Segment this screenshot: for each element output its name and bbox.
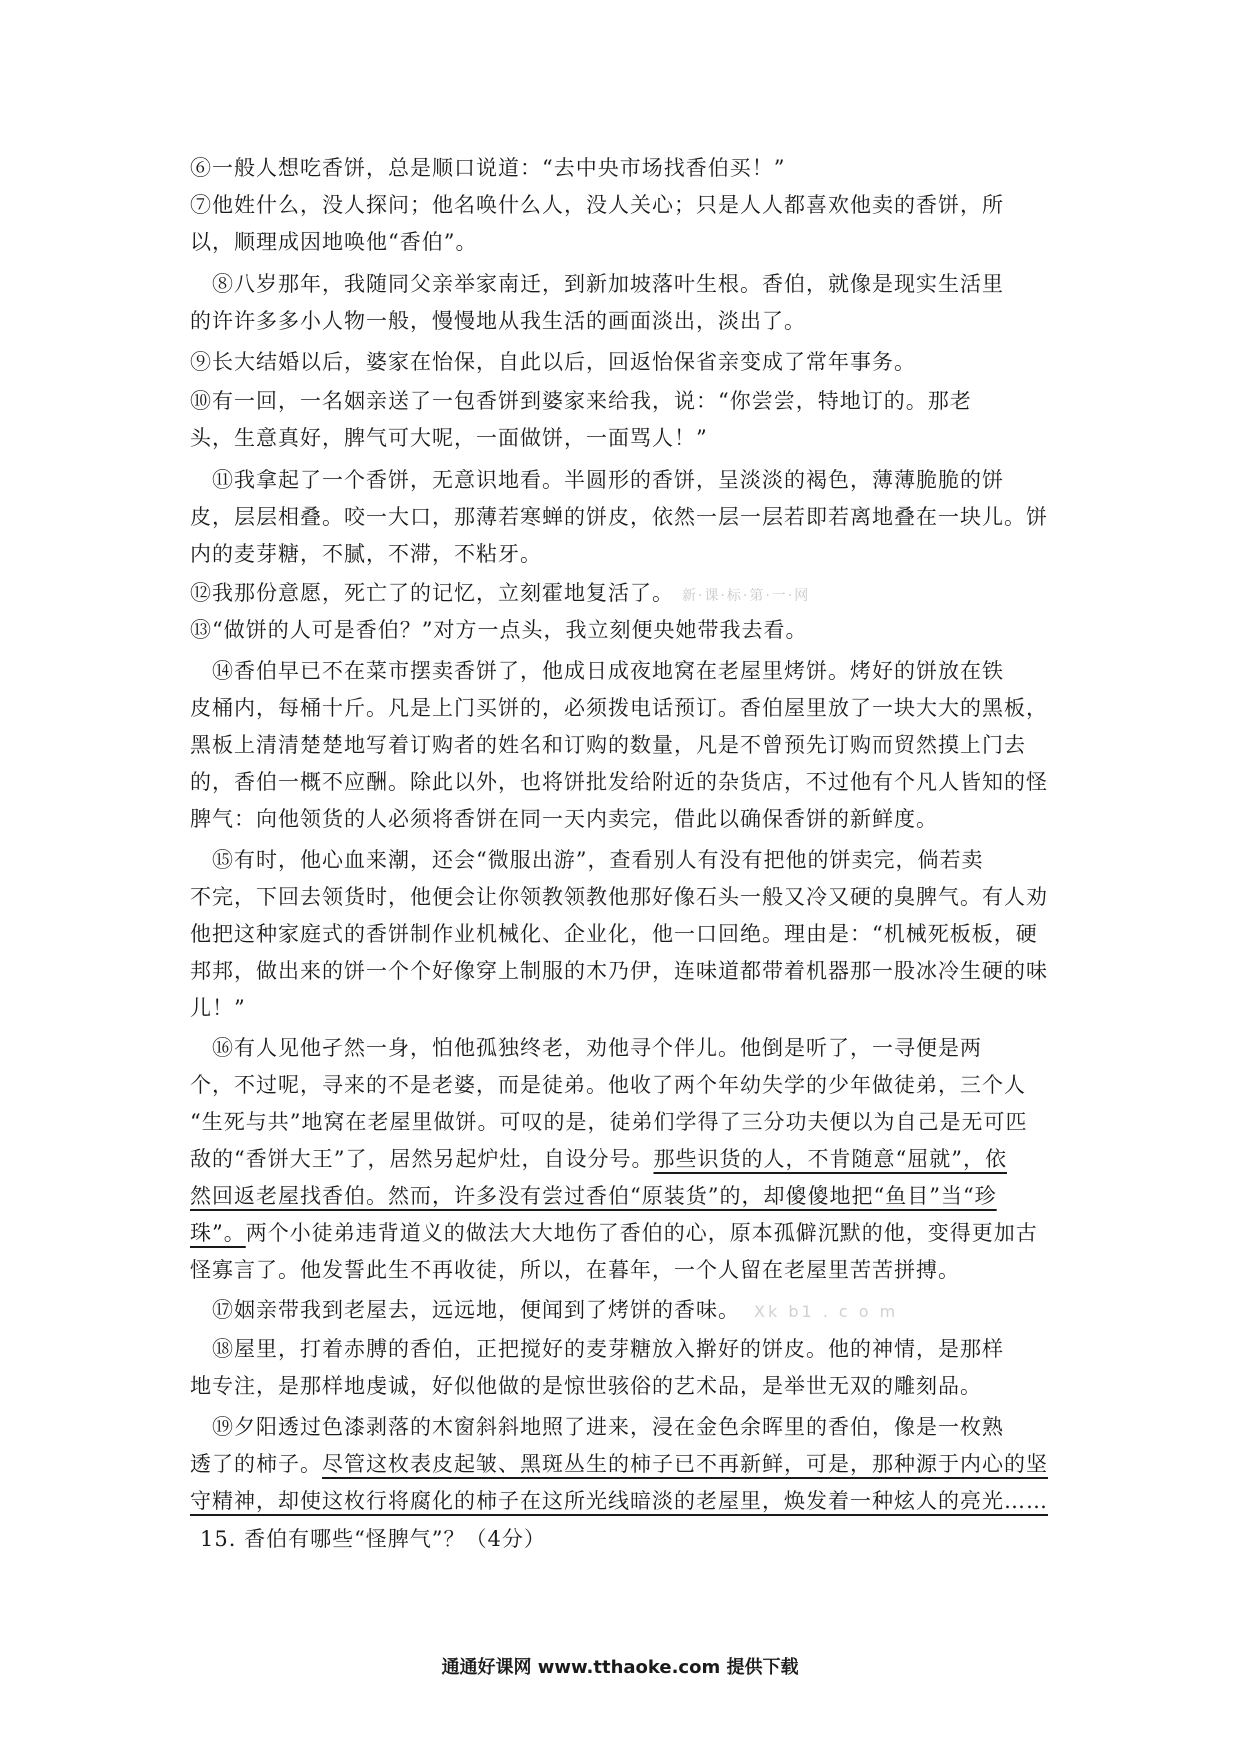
paragraph-7-line-1: ⑦他姓什么，没人探问；他名唤什么人，没人关心；只是人人都喜欢他卖的香饼，所 (190, 193, 1004, 217)
paragraph-14-line-1: ⑭香伯早已不在菜市摆卖香饼了，他成日成夜地窝在老屋里烤饼。烤好的饼放在铁 (212, 659, 1004, 683)
paragraph-9: ⑨长大结婚以后，婆家在怡保，自此以后，回返怡保省亲变成了常年事务。 (190, 350, 916, 374)
paragraph-11-line-2: 皮，层层相叠。咬一大口，那薄若寒蝉的饼皮，依然一层一层若即若离地叠在一块儿。饼 (190, 505, 1048, 529)
paragraph-11-line-3: 内的麦芽糖，不腻，不滞，不粘牙。 (190, 542, 542, 566)
paragraph-18-line-1: ⑱屋里，打着赤膊的香伯，正把搅好的麦芽糖放入擀好的饼皮。他的神情，是那样 (212, 1337, 1004, 1361)
paragraph-16-line-4 (190, 1144, 1060, 1174)
paragraph-16-line-7: 怪寡言了。他发誓此生不再收徒，所以，在暮年，一个人留在老屋里苦苦拼搏。 (190, 1258, 960, 1282)
paragraph-15-line-5: 儿！” (190, 996, 246, 1020)
paragraph-19-line-2-plain: 透了的柿子。 (190, 1452, 322, 1476)
paragraph-14-line-4: 的，香伯一概不应酬。除此以外，也将饼批发给附近的杂货店，不过他有个凡人皆知的怪 (190, 770, 1048, 794)
paragraph-12 (190, 578, 1060, 611)
paragraph-7-line-2: 以，顺理成因地唤他“香伯”。 (190, 230, 478, 254)
paragraph-14-line-5: 脾气：向他领货的人必须将香饼在同一天内卖完，借此以确保香饼的新鲜度。 (190, 807, 938, 831)
paragraph-15-line-2: 不完，下回去领货时，他便会让你领教领教他那好像石头一般又冷又硬的臭脾气。有人劝 (190, 885, 1048, 909)
paragraph-16-line-1: ⑯有人见他孑然一身，怕他孤独终老，劝他寻个伴儿。他倒是听了，一寻便是两 (212, 1036, 982, 1060)
paragraph-14-line-3: 黑板上清清楚楚地写着订购者的姓名和订购的数量，凡是不曾预先订购而贸然摸上门去 (190, 733, 1026, 757)
paragraph-10-line-2: 头，生意真好，脾气可大呢，一面做饼，一面骂人！” (190, 426, 708, 450)
paragraph-10-line-1: ⑩有一回，一名姻亲送了一包香饼到婆家来给我，说：“你尝尝，特地订的。那老 (190, 389, 972, 413)
paragraph-15-line-4: 邦邦，做出来的饼一个个好像穿上制服的木乃伊，连味道都带着机器那一股冰冷生硬的味 (190, 959, 1048, 983)
paragraph-6: ⑥一般人想吃香饼，总是顺口说道：“去中央市场找香伯买！” (190, 156, 786, 180)
paragraph-16-line-4-plain: 敌的“香饼大王”了，居然另起炉灶，自设分号。 (190, 1147, 654, 1171)
underlined-sentence-2-end: 守精神，却使这枚行将腐化的柿子在这所光线暗淡的老屋里，焕发着一种炫人的亮光…… (190, 1489, 1048, 1513)
paragraph-17-text: ⑰姻亲带我到老屋去，远远地，便闻到了烤饼的香味。 (212, 1298, 740, 1322)
paragraph-15-line-3: 他把这种家庭式的香饼制作业机械化、企业化，他一口回绝。理由是：“机械死板板，硬 (190, 922, 1038, 946)
underlined-sentence-2-start: 尽管这枚表皮起皱、黑斑丛生的柿子已不再新鲜，可是，那种源于内心的坚 (322, 1452, 1048, 1476)
paragraph-8-line-2: 的许许多多小人物一般，慢慢地从我生活的画面淡出，淡出了。 (190, 309, 806, 333)
paragraph-8-line-1: ⑧八岁那年，我随同父亲举家南迁，到新加坡落叶生根。香伯，就像是现实生活里 (212, 272, 1004, 296)
paragraph-12-text: ⑫我那份意愿，死亡了的记忆，立刻霍地复活了。 (190, 581, 674, 605)
paragraph-16-line-2: 个，不过呢，寻来的不是老婆，而是徒弟。他收了两个年幼失学的少年做徒弟，三个人 (190, 1073, 1026, 1097)
underlined-sentence-1-end: 珠”。 (190, 1221, 246, 1245)
underlined-sentence-1-start: 那些识货的人，不肯随意“屈就”，依 (653, 1147, 1007, 1171)
watermark-xkb1: Xk b1 . c o m (754, 1302, 899, 1321)
paragraph-17 (212, 1295, 1082, 1327)
paragraph-14-line-2: 皮桶内，每桶十斤。凡是上门买饼的，必须拨电话预订。香伯屋里放了一块大大的黑板， (190, 696, 1048, 720)
paragraph-16-line-6-plain: 两个小徒弟违背道义的做法大大地伤了香伯的心，原本孤僻沉默的他，变得更加古 (245, 1221, 1038, 1245)
underlined-sentence-1-middle: 然回返老屋找香伯。然而，许多没有尝过香伯“原装货”的，却傻傻地把“鱼目”当“珍 (190, 1184, 997, 1208)
paragraph-19-line-1: ⑲夕阳透过色漆剥落的木窗斜斜地照了进来，浸在金色余晖里的香伯，像是一枚熟 (212, 1415, 1004, 1439)
paragraph-18-line-2: 地专注，是那样地虔诚，好似他做的是惊世骇俗的艺术品，是举世无双的雕刻品。 (190, 1374, 982, 1398)
question-15: 15. 香伯有哪些“怪脾气”？（4分） (200, 1527, 546, 1551)
paragraph-13: ⑬“做饼的人可是香伯？”对方一点头，我立刻便央她带我去看。 (190, 618, 808, 642)
paragraph-15-line-1: ⑮有时，他心血来潮，还会“微服出游”，查看别人有没有把他的饼卖完，倘若卖 (212, 848, 984, 872)
footer-download-source: 通通好课网 www.tthaoke.com 提供下载 (441, 1657, 799, 1678)
paragraph-16-line-6 (190, 1218, 1060, 1248)
watermark-xinkebiao: 新·课·标·第·一·网 (682, 588, 811, 604)
paragraph-11-line-1: ⑪我拿起了一个香饼，无意识地看。半圆形的香饼，呈淡淡的褐色，薄薄脆脆的饼 (212, 468, 1004, 492)
paragraph-16-line-3: “生死与共”地窝在老屋里做饼。可叹的是，徒弟们学得了三分功夫便以为自己是无可匹 (190, 1110, 1028, 1134)
paragraph-19-line-2 (190, 1449, 1060, 1479)
